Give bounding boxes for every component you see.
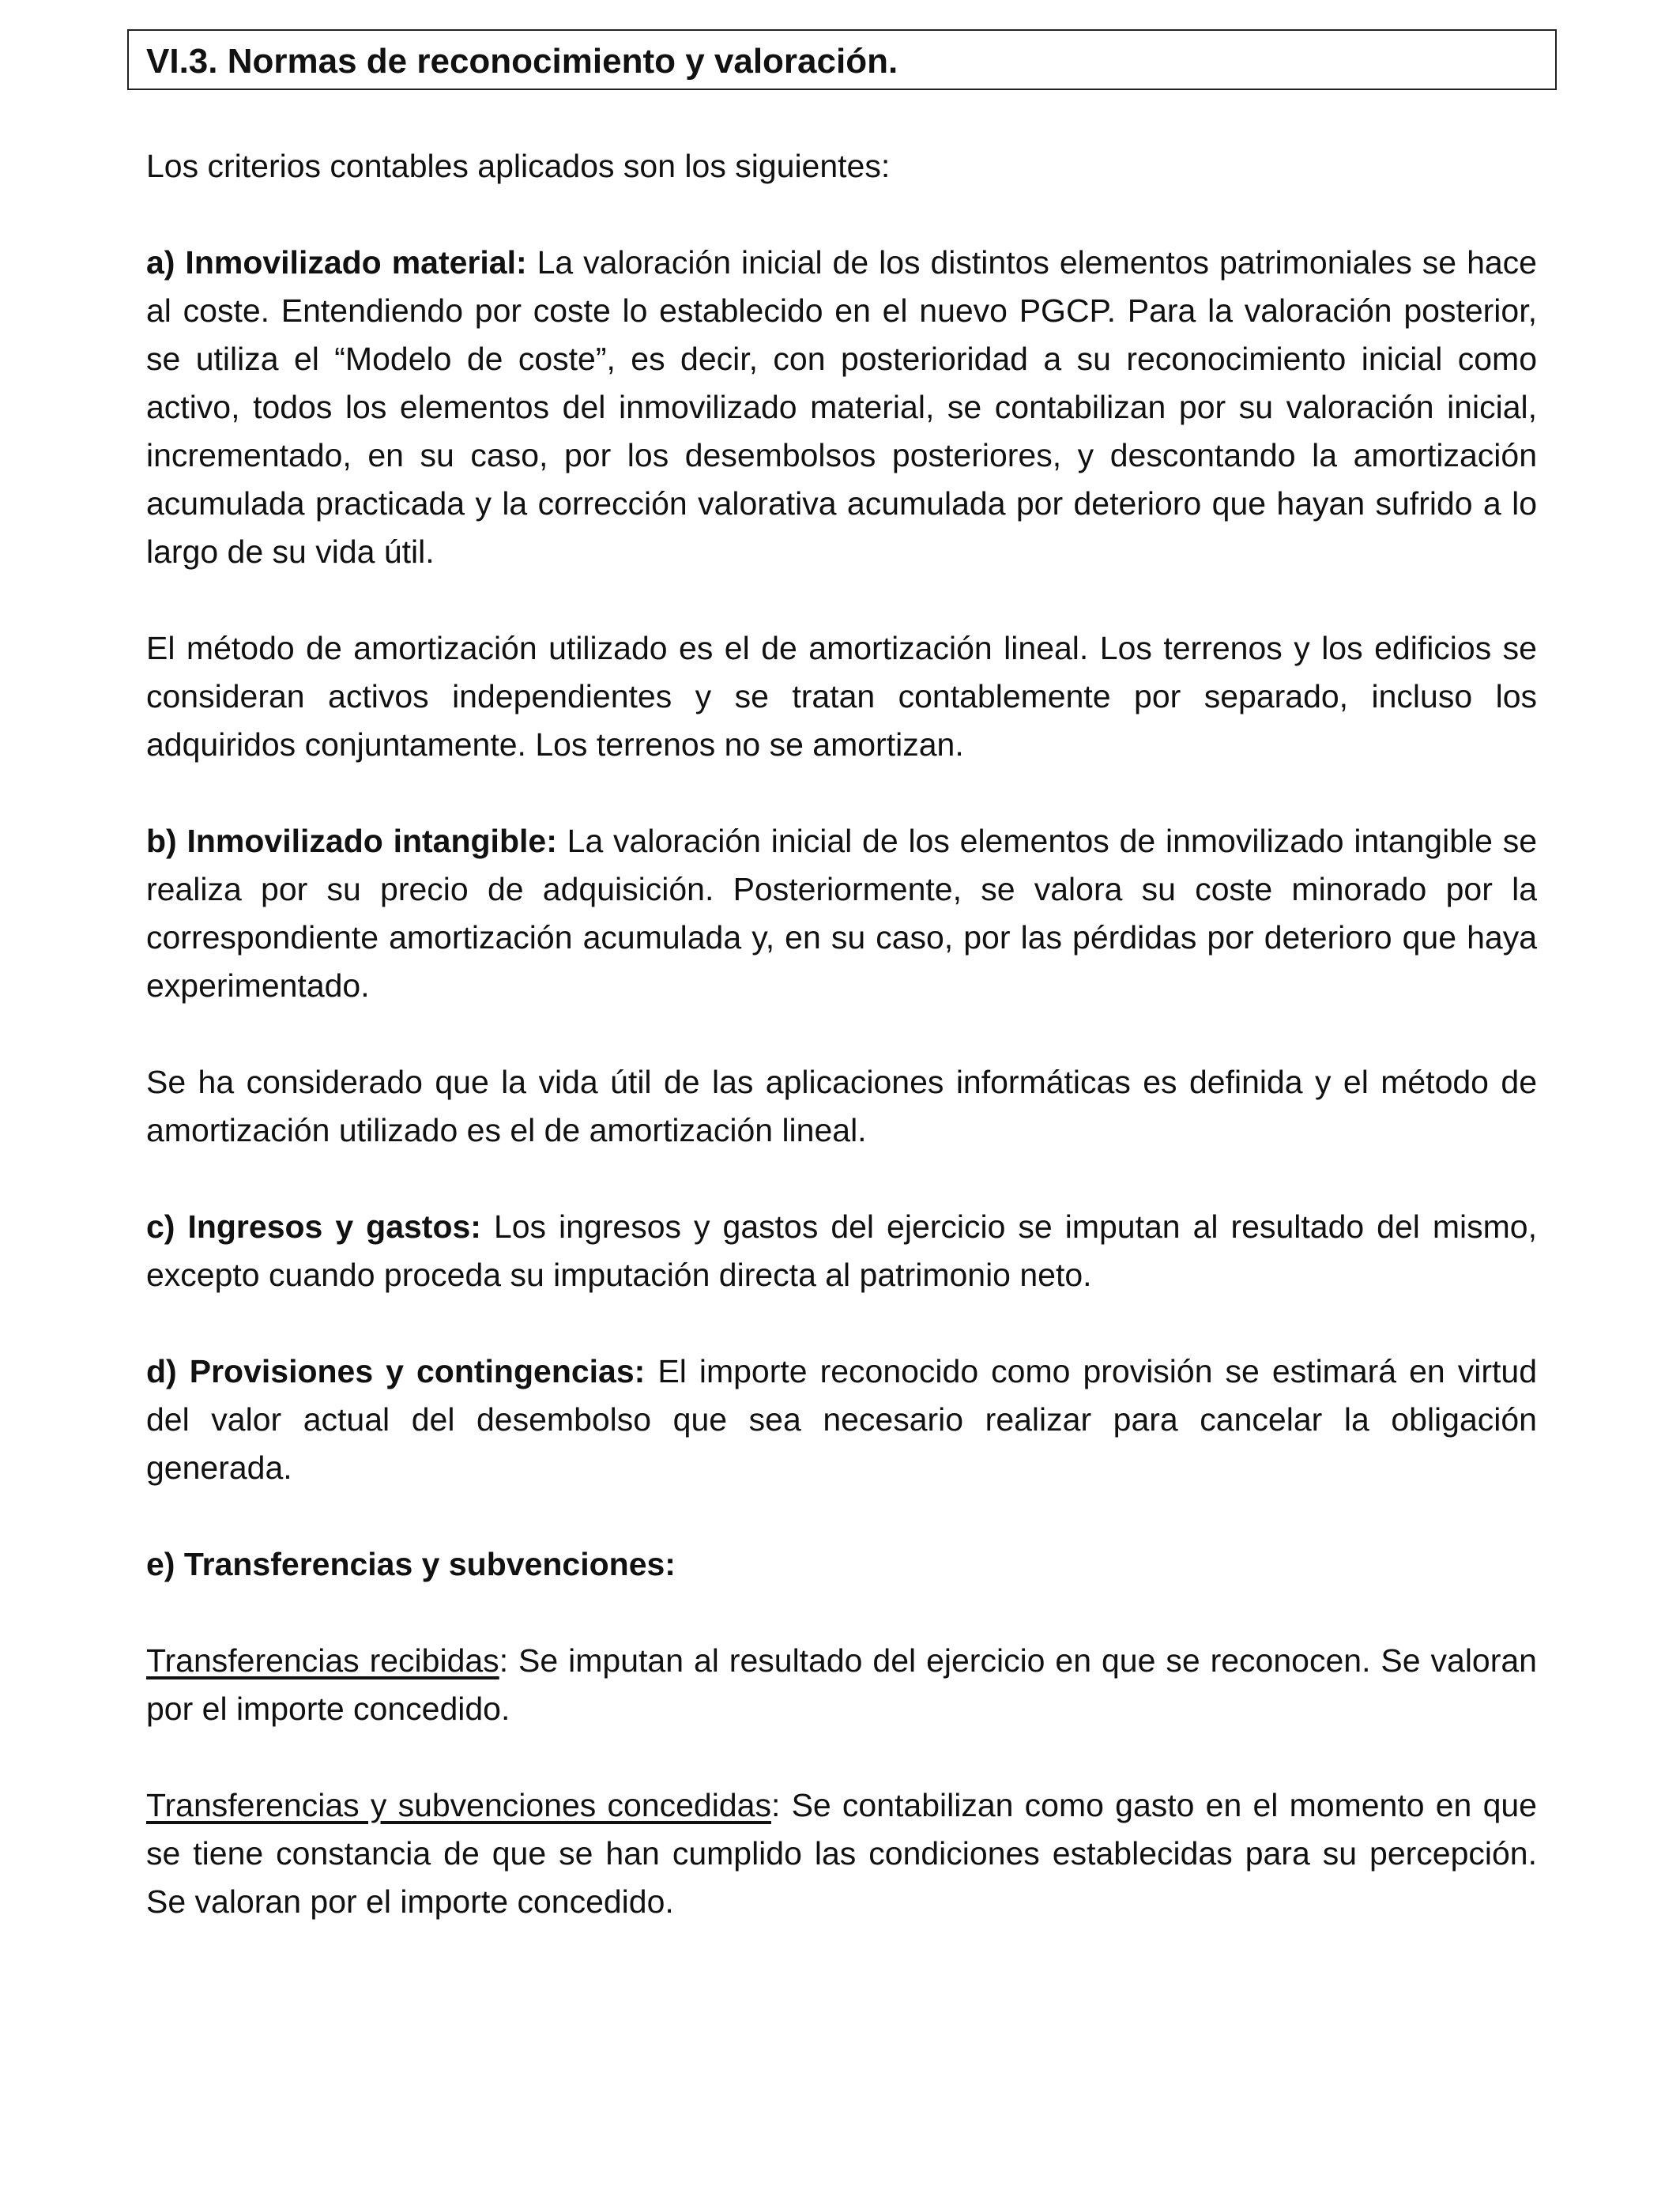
section-b-text-2: Se ha considerado que la vida útil de las aplicaciones informáticas es definida y el método de amortización utilizado es el de amortización lineal. (146, 1064, 1537, 1148)
paragraph-gap (146, 190, 1537, 239)
paragraph-gap (146, 1299, 1537, 1348)
transfers-received-label: Transferencias recibidas (146, 1642, 499, 1679)
section-a-text-2: El método de amortización utilizado es el de amortización lineal. Los terrenos y los edificios se consideran activos independientes y se tratan contablemente por separado, incluso los adquiridos conjuntamente. Los terrenos no se amortizan. (146, 630, 1537, 763)
section-b-paragraph-2 (146, 1058, 1537, 1155)
paragraph-gap (146, 1733, 1537, 1781)
section-b-paragraph (146, 817, 1537, 1010)
paragraph-gap (146, 1155, 1537, 1203)
paragraph-gap (146, 1589, 1537, 1637)
section-d-paragraph (146, 1348, 1537, 1492)
transfers-granted-text: : Se contabilizan como gasto en el momento en que se tiene constancia de que se han cumplido las condiciones establecidas para su percepción. Se valoran por el importe concedido. (146, 1787, 1537, 1920)
transfers-received-paragraph (146, 1637, 1537, 1733)
section-e-heading: e) Transferencias y subvenciones: (146, 1546, 676, 1582)
section-b-text: La valoración inicial de los elementos de inmovilizado intangible se realiza por su precio de adquisición. Posteriormente, se valora su coste minorado por la correspondiente amortización acumulada y, en su caso, por las pérdidas por deterioro que haya experimentado. (146, 823, 1538, 1004)
section-a-text: La valoración inicial de los distintos elementos patrimoniales se hace al coste. Entendiendo por coste lo establecido en el nuevo PGCP. Para la valoración posterior, se utiliza el “Modelo de coste”, es decir, con posterioridad a su reconocimiento inicial como activo, todos los elementos del inmovilizado material, se contabilizan por su valoración inicial, incrementado, en su caso, por los desembolsos posteriores, y descontando la amortización acumulada practicada y la corrección valorativa acumulada por deterioro que hayan sufrido a lo largo de su vida útil. (146, 244, 1537, 570)
section-b-heading: b) Inmovilizado intangible: (146, 823, 557, 859)
section-e-heading-paragraph (146, 1540, 1537, 1589)
paragraph-gap (146, 576, 1537, 624)
section-c-paragraph (146, 1203, 1537, 1299)
section-d-heading: d) Provisiones y contingencias: (146, 1353, 646, 1389)
section-a-paragraph-2 (146, 624, 1537, 769)
section-c-heading: c) Ingresos y gastos: (146, 1208, 481, 1245)
document-body (146, 142, 1537, 1926)
paragraph-gap (146, 769, 1537, 817)
paragraph-gap (146, 1010, 1537, 1058)
section-a-paragraph (146, 239, 1537, 576)
paragraph-gap (146, 1492, 1537, 1540)
section-d-text: El importe reconocido como provisión se estimará en virtud del valor actual del desembolso que sea necesario realizar para cancelar la obligación generada. (146, 1353, 1537, 1486)
transfers-received-text: : Se imputan al resultado del ejercicio en que se reconocen. Se valoran por el importe concedido. (146, 1642, 1537, 1727)
section-title: VI.3. Normas de reconocimiento y valoración. (146, 42, 898, 81)
section-c-text: Los ingresos y gastos del ejercicio se imputan al resultado del mismo, excepto cuando proceda su imputación directa al patrimonio neto. (146, 1208, 1537, 1293)
section-title-box (127, 29, 1557, 90)
transfers-granted-label: Transferencias y subvenciones concedidas (146, 1787, 771, 1823)
intro-paragraph (146, 142, 1537, 190)
section-a-heading: a) Inmovilizado material: (146, 244, 527, 281)
transfers-granted-paragraph (146, 1781, 1537, 1926)
intro-text: Los criterios contables aplicados son los siguientes: (146, 148, 891, 184)
